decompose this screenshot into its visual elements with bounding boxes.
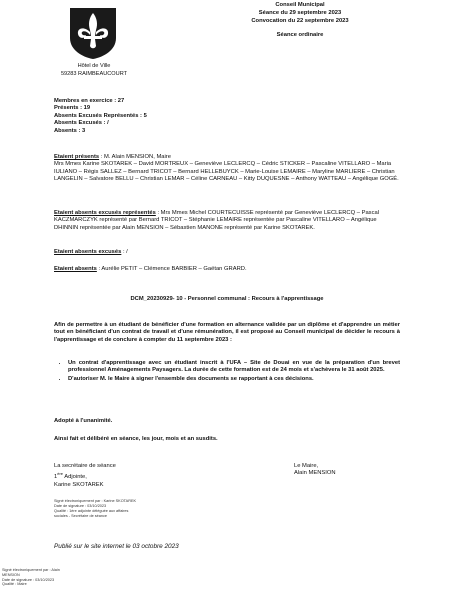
stamp-line: Qualité : 1ère adjointe déléguée aux affaires — [54, 508, 129, 513]
session-type: Séance ordinaire — [276, 32, 324, 39]
deliberation-bullets — [54, 360, 400, 384]
presents-text: : M. Alain MENSION, Maire — [99, 154, 171, 160]
member-counts — [54, 98, 400, 135]
stamp-line: sociales - Secrétaire de séance — [54, 513, 107, 518]
secretary-title-num: 1 — [54, 474, 58, 481]
count-line: Absents Excusés : / — [54, 120, 109, 127]
presents-label: Etaient présents — [54, 154, 100, 160]
secretary-title-rest: Adjointe, — [63, 474, 87, 481]
council-title: Conseil Municipal — [275, 2, 325, 8]
adopted-text: Adopté à l'unanimité. — [54, 418, 113, 424]
fleur-de-lis-logo-icon — [68, 6, 118, 60]
secretary-signature — [54, 463, 136, 518]
stamp-line: Date de signature : 03/10/2023 — [54, 503, 107, 508]
deliberation-intro: Afin de permettre à un étudiant de bénéficier d'une formation en alternance validée par un diplôme et d'apprendre un métier tout en bénéficiant d'un contrat de travail et d'une rémunération, il est proposé au Conseil municipal de décider le recours à l'apprentissage et de conclure à compter du 11 septembre 2023 : — [54, 322, 400, 343]
stamp-line: Qualité : Maire — [2, 582, 27, 587]
represented-section — [54, 210, 400, 232]
publication-note: Publié sur le site internet le 03 octobre 2023 — [54, 543, 179, 550]
absent-section — [54, 266, 400, 273]
secretary-name: Karine SKOTAREK — [54, 481, 104, 488]
secretary-role: La secrétaire de séance — [54, 463, 116, 469]
session-header — [210, 2, 390, 40]
stamp-line: Date de signature : 03/10/2023 — [2, 577, 55, 582]
session-date: Séance du 29 septembre 2023 — [258, 9, 342, 16]
count-line: Présents : 19 — [54, 105, 91, 112]
represented-label: Etaient absents excusés représentés — [54, 210, 156, 216]
absent-text: : Aurélie PETIT – Clémence BARBIER – Gaëtan GRARD. — [96, 266, 247, 272]
deliberation-title: DCM_20230929- 10 - Personnel communal : Recours à l'apprentissage — [130, 296, 324, 302]
mayor-e-signature-stamp — [2, 568, 60, 587]
mayor-role: Le Maire, — [294, 463, 319, 469]
stamp-line: MENSION — [2, 572, 20, 577]
mairie-address — [50, 62, 138, 78]
mairie-line-2: 59283 RAIMBEAUCOURT — [60, 71, 128, 77]
excused-section — [54, 249, 400, 256]
secretary-title — [54, 470, 136, 481]
represented-text: : Mrs Mmes Michel COURTECUISSE représenté par Geneviève LECLERCQ – Pascal KACZMARCZYK représenté par Bernard TRICOT – Stéphanie LEMAIRE représentée par Pascaline VITELLARO – Angélique DHINNIN représentée par Alain MENSION – Sébastien MANONE représenté par Karine SKOTAREK. — [54, 210, 379, 231]
list-item: • D'autoriser M. le Maire à signer l'ensemble des documents se rapportant à ces décisions. — [68, 376, 400, 383]
mayor-name: Alain MENSION — [294, 470, 336, 477]
mayor-signature — [294, 463, 336, 478]
count-line: Absents : 3 — [54, 127, 86, 134]
presents-list: Mrs Mmes Karine SKOTAREK – David MORTREUX – Geneviève LECLERCQ – Cédric STICKER – Pascaline VITELLARO – Maria IULIANO – Régis SALLEZ – Bernard TRICOT – Bernard HELLEBUYCK – Marie-Louise LEMAIRE – Maryline MARLIERE – Christian LANGELIN – Salvatore BELLU – Christian LEMAR – Céline CARNEAU – Kitty DUQUESNE – Anthony WATTEAU – Angélique GOGÉ. — [54, 161, 399, 183]
count-line: Membres en exercice : 27 — [54, 98, 125, 104]
convocation-date: Convocation du 22 septembre 2023 — [251, 17, 349, 24]
mairie-line-1: Hôtel de Ville — [77, 63, 111, 69]
absent-label: Etaient absents — [54, 266, 97, 272]
excused-label: Etaient absents excusés — [54, 249, 122, 255]
closing-text: Ainsi fait et délibéré en séance, les jour, mois et an susdits. — [54, 436, 218, 442]
list-item: • Un contrat d'apprentissage avec un étudiant inscrit à l'UFA – Site de Douai en vue de la préparation d'un brevet professionnel Aménagements Paysagers. La durée de cette formation est de 24 mois et s'achèvera le 31 août 2025. — [68, 360, 400, 375]
secretary-title-sup: ère — [57, 471, 64, 477]
stamp-line: Signé électroniquement par : Alain — [2, 568, 60, 572]
secretary-e-signature-stamp — [54, 499, 136, 518]
stamp-line: Signé électroniquement par : Karine SKOTAREK — [54, 499, 137, 504]
presents-section — [54, 154, 400, 184]
count-line: Absents Excusés Représentés : 5 — [54, 112, 147, 119]
excused-text: : / — [121, 249, 128, 255]
